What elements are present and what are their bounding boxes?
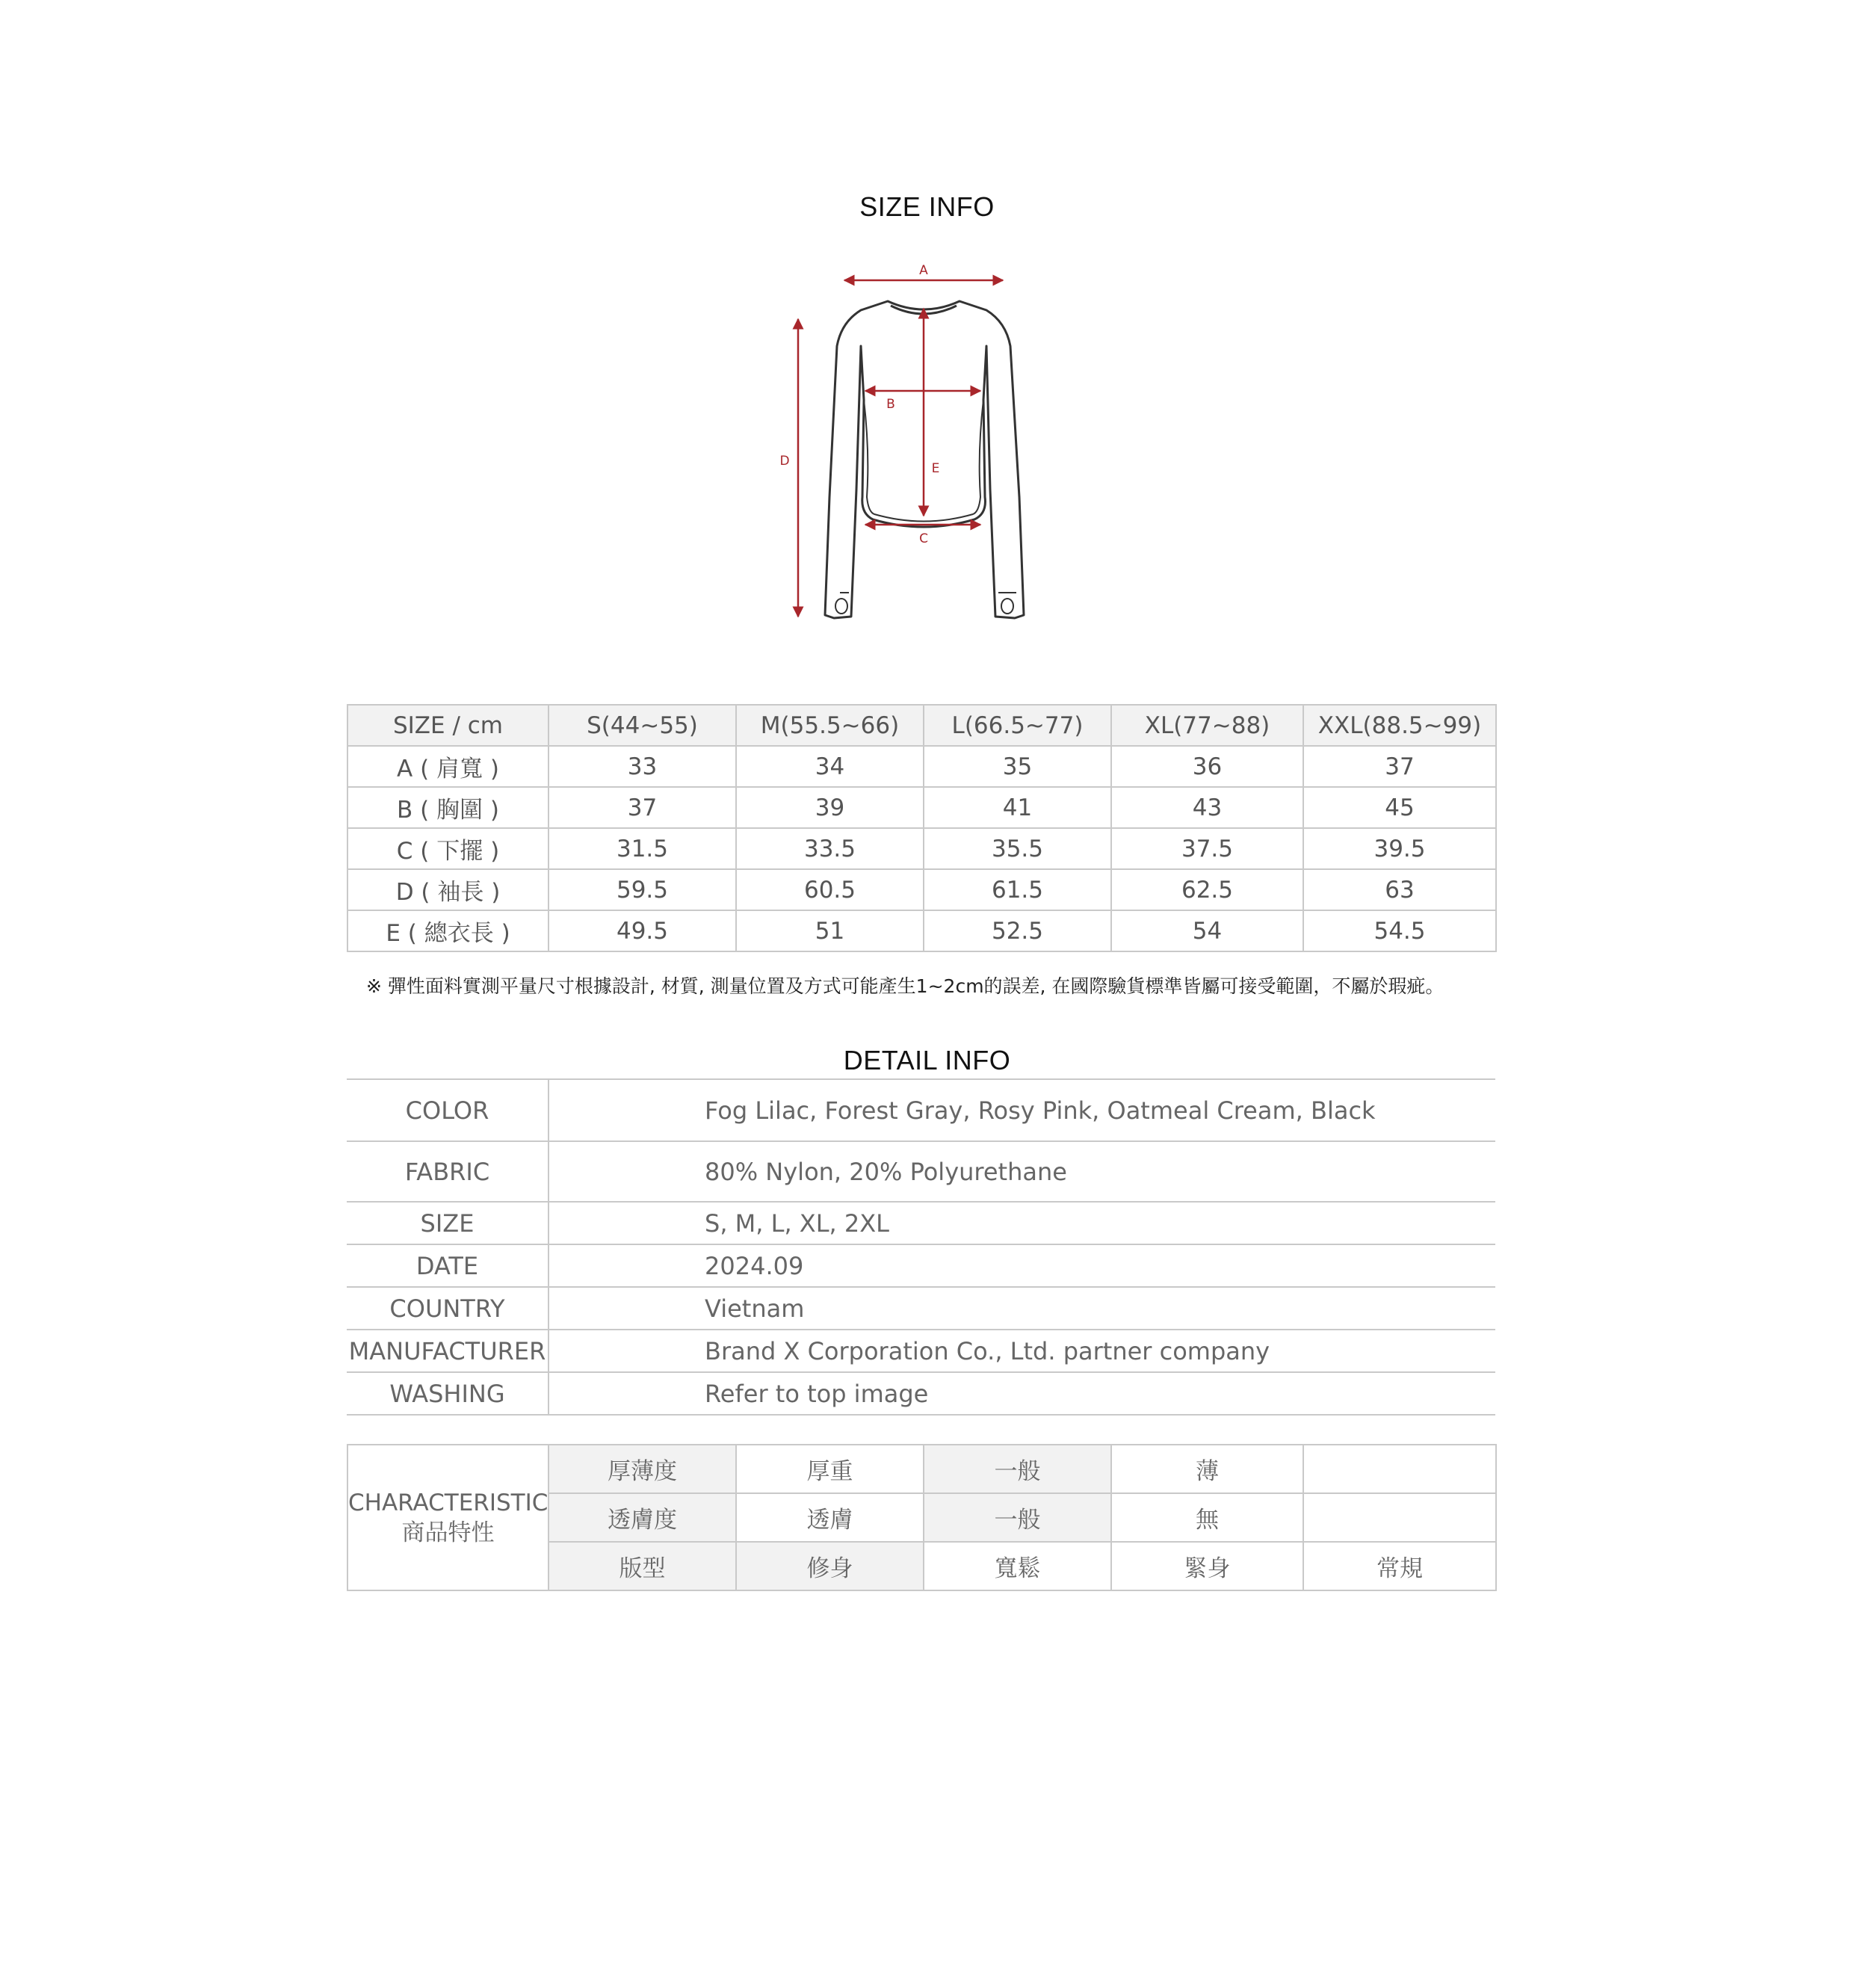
measure-label: E ( 總衣長 ) xyxy=(347,910,549,951)
measure-label: D ( 袖長 ) xyxy=(347,869,549,910)
size-cell: 33 xyxy=(549,746,736,787)
size-table-row xyxy=(347,828,1496,869)
size-cell: 37 xyxy=(1303,746,1496,787)
size-cell: 43 xyxy=(1111,787,1303,828)
detail-row-date xyxy=(347,1244,1495,1287)
size-cell: 41 xyxy=(924,787,1111,828)
char-option: 厚重 xyxy=(736,1445,924,1493)
size-cell: 63 xyxy=(1303,869,1496,910)
size-cell: 37 xyxy=(549,787,736,828)
size-table-header-row xyxy=(347,705,1496,746)
detail-row-washing xyxy=(347,1372,1495,1415)
size-table xyxy=(347,704,1497,952)
detail-value: 2024.09 xyxy=(549,1244,1495,1287)
char-option-selected: 一般 xyxy=(924,1493,1111,1542)
char-option: 常規 xyxy=(1303,1542,1496,1590)
size-cell: 39.5 xyxy=(1303,828,1496,869)
size-table-row xyxy=(347,869,1496,910)
char-option xyxy=(1303,1445,1496,1493)
size-cell: 34 xyxy=(736,746,924,787)
size-header-cell: S(44~55) xyxy=(549,705,736,746)
char-row-name: 版型 xyxy=(549,1542,736,1590)
detail-value: Fog Lilac, Forest Gray, Rosy Pink, Oatmeal Cream, Black xyxy=(549,1079,1495,1141)
detail-label: SIZE xyxy=(347,1202,549,1244)
characteristic-label-zh: 商品特性 xyxy=(401,1519,495,1546)
detail-value: Brand X Corporation Co., Ltd. partner company xyxy=(549,1330,1495,1372)
label-d: D xyxy=(779,454,790,469)
size-cell: 39 xyxy=(736,787,924,828)
size-cell: 35.5 xyxy=(924,828,1111,869)
detail-value: Vietnam xyxy=(549,1287,1495,1330)
char-option-selected: 一般 xyxy=(924,1445,1111,1493)
size-cell: 51 xyxy=(736,910,924,951)
detail-label: COUNTRY xyxy=(347,1287,549,1330)
detail-row-color xyxy=(347,1079,1495,1141)
size-cell: 59.5 xyxy=(549,869,736,910)
detail-row-size xyxy=(347,1202,1495,1244)
size-cell: 62.5 xyxy=(1111,869,1303,910)
size-table-row xyxy=(347,910,1496,951)
detail-row-manufacturer xyxy=(347,1330,1495,1372)
char-row-name: 透膚度 xyxy=(549,1493,736,1542)
char-option xyxy=(1303,1493,1496,1542)
garment-measurement-diagram xyxy=(762,258,1091,632)
size-cell: 60.5 xyxy=(736,869,924,910)
detail-table xyxy=(347,1078,1495,1416)
measure-label: C ( 下擺 ) xyxy=(347,828,549,869)
characteristic-table xyxy=(347,1444,1497,1591)
detail-label: FABRIC xyxy=(347,1141,549,1202)
char-option: 無 xyxy=(1111,1493,1303,1542)
char-option: 寬鬆 xyxy=(924,1542,1111,1590)
char-row-thickness xyxy=(347,1445,1496,1493)
label-c: C xyxy=(919,531,928,546)
size-info-title: SIZE INFO xyxy=(859,191,995,222)
detail-value: 80% Nylon, 20% Polyurethane xyxy=(549,1141,1495,1202)
char-option: 薄 xyxy=(1111,1445,1303,1493)
detail-info-title: DETAIL INFO xyxy=(843,1045,1011,1075)
detail-row-country xyxy=(347,1287,1495,1330)
measure-label: B ( 胸圍 ) xyxy=(347,787,549,828)
size-table-row xyxy=(347,746,1496,787)
size-cell: 37.5 xyxy=(1111,828,1303,869)
size-cell: 35 xyxy=(924,746,1111,787)
size-cell: 61.5 xyxy=(924,869,1111,910)
label-a: A xyxy=(919,263,928,278)
size-cell: 31.5 xyxy=(549,828,736,869)
characteristic-label-en: CHARACTERISTIC xyxy=(348,1489,549,1516)
size-header-cell: M(55.5~66) xyxy=(736,705,924,746)
detail-label: MANUFACTURER xyxy=(347,1330,549,1372)
measure-label: A ( 肩寬 ) xyxy=(347,746,549,787)
char-option: 透膚 xyxy=(736,1493,924,1542)
characteristic-label xyxy=(347,1445,549,1590)
size-cell: 54.5 xyxy=(1303,910,1496,951)
char-option-selected: 修身 xyxy=(736,1542,924,1590)
size-cell: 49.5 xyxy=(549,910,736,951)
size-table-row xyxy=(347,787,1496,828)
detail-row-fabric xyxy=(347,1141,1495,1202)
size-header-cell: XL(77~88) xyxy=(1111,705,1303,746)
size-cell: 33.5 xyxy=(736,828,924,869)
char-option: 緊身 xyxy=(1111,1542,1303,1590)
char-row-name: 厚薄度 xyxy=(549,1445,736,1493)
size-cell: 54 xyxy=(1111,910,1303,951)
detail-value: Refer to top image xyxy=(549,1372,1495,1415)
label-e: E xyxy=(931,461,940,476)
detail-label: WASHING xyxy=(347,1372,549,1415)
size-cell: 45 xyxy=(1303,787,1496,828)
size-header-cell: L(66.5~77) xyxy=(924,705,1111,746)
measurement-note: ※ 彈性面料實測平量尺寸根據設計, 材質, 測量位置及方式可能產生1~2cm的誤差, 在國際驗貨標準皆屬可接受範圍，不屬於瑕疵。 xyxy=(366,975,1444,997)
detail-label: DATE xyxy=(347,1244,549,1287)
detail-label: COLOR xyxy=(347,1079,549,1141)
detail-value: S, M, L, XL, 2XL xyxy=(549,1202,1495,1244)
size-cell: 52.5 xyxy=(924,910,1111,951)
size-header-cell: SIZE / cm xyxy=(347,705,549,746)
size-cell: 36 xyxy=(1111,746,1303,787)
label-b: B xyxy=(886,397,895,412)
size-header-cell: XXL(88.5~99) xyxy=(1303,705,1496,746)
